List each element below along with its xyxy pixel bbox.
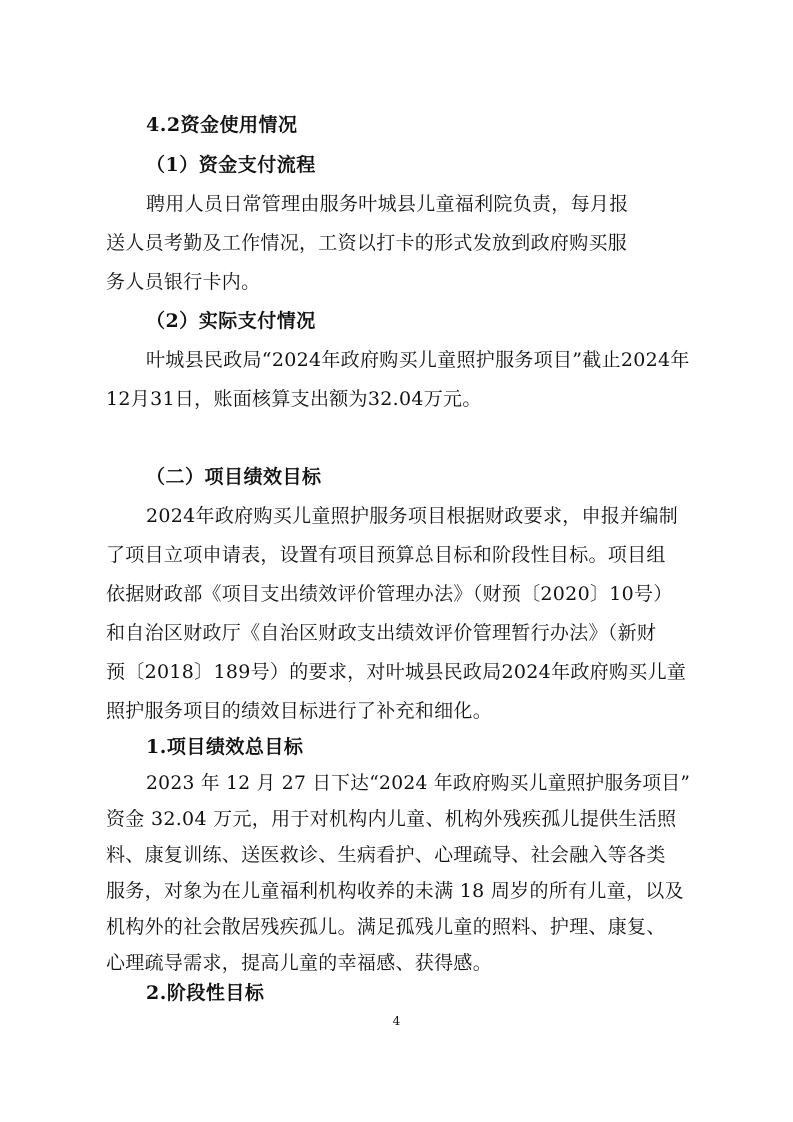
paragraph-line: 照护服务项目的绩效目标进行了补充和细化。 <box>106 700 493 722</box>
paragraph-line: 资金 32.04 万元，用于对机构内儿童、机构外残疾孤儿提供生活照 <box>106 808 677 830</box>
heading-total-goal: 1.项目绩效总目标 <box>146 736 304 758</box>
heading-4-2: 4.2资金使用情况 <box>146 114 298 136</box>
paragraph-line: 送人员考勤及工作情况，工资以打卡的形式发放到政府购买服 <box>106 232 628 254</box>
heading-payment-process: （1）资金支付流程 <box>146 154 316 176</box>
paragraph-line: 料、康复训练、送医救诊、生病看护、心理疏导、社会融入等各类 <box>106 844 666 866</box>
heading-stage-goal: 2.阶段性目标 <box>146 982 265 1004</box>
paragraph-line: 聘用人员日常管理由服务叶城县儿童福利院负责，每月报 <box>146 193 629 215</box>
paragraph-line: 心理疏导需求，提高儿童的幸福感、获得感。 <box>106 952 493 974</box>
paragraph-line: 2023 年 12 月 27 日下达“2024 年政府购买儿童照护服务项目” <box>146 772 691 794</box>
heading-actual-payment: （2）实际支付情况 <box>146 310 316 332</box>
heading-performance-goals: （二）项目绩效目标 <box>146 466 322 488</box>
page-number: 4 <box>392 1014 401 1028</box>
paragraph-line: 机构外的社会散居残疾孤儿。满足孤残儿童的照料、护理、康复、 <box>106 916 666 938</box>
paragraph-line: 叶城县民政局“2024年政府购买儿童照护服务项目”截止2024年 <box>146 349 690 371</box>
paragraph-line: 和自治区财政厅《自治区财政支出绩效评价管理暂行办法》（新财 <box>106 622 657 644</box>
paragraph-line: 务人员银行卡内。 <box>106 271 261 293</box>
paragraph-line: 2024年政府购买儿童照护服务项目根据财政要求，申报并编制 <box>146 505 679 527</box>
paragraph-line: 依据财政部《项目支出绩效评价管理办法》（财预〔2020〕10号） <box>106 583 673 605</box>
paragraph-line: 12月31日，账面核算支出额为32.04万元。 <box>106 388 482 410</box>
paragraph-line: 预〔2018〕189号）的要求，对叶城县民政局2024年政府购买儿童 <box>106 661 687 683</box>
paragraph-line: 服务，对象为在儿童福利机构收养的未满 18 周岁的所有儿童，以及 <box>106 880 684 902</box>
paragraph-line: 了项目立项申请表，设置有项目预算总目标和阶段性目标。项目组 <box>106 544 666 566</box>
